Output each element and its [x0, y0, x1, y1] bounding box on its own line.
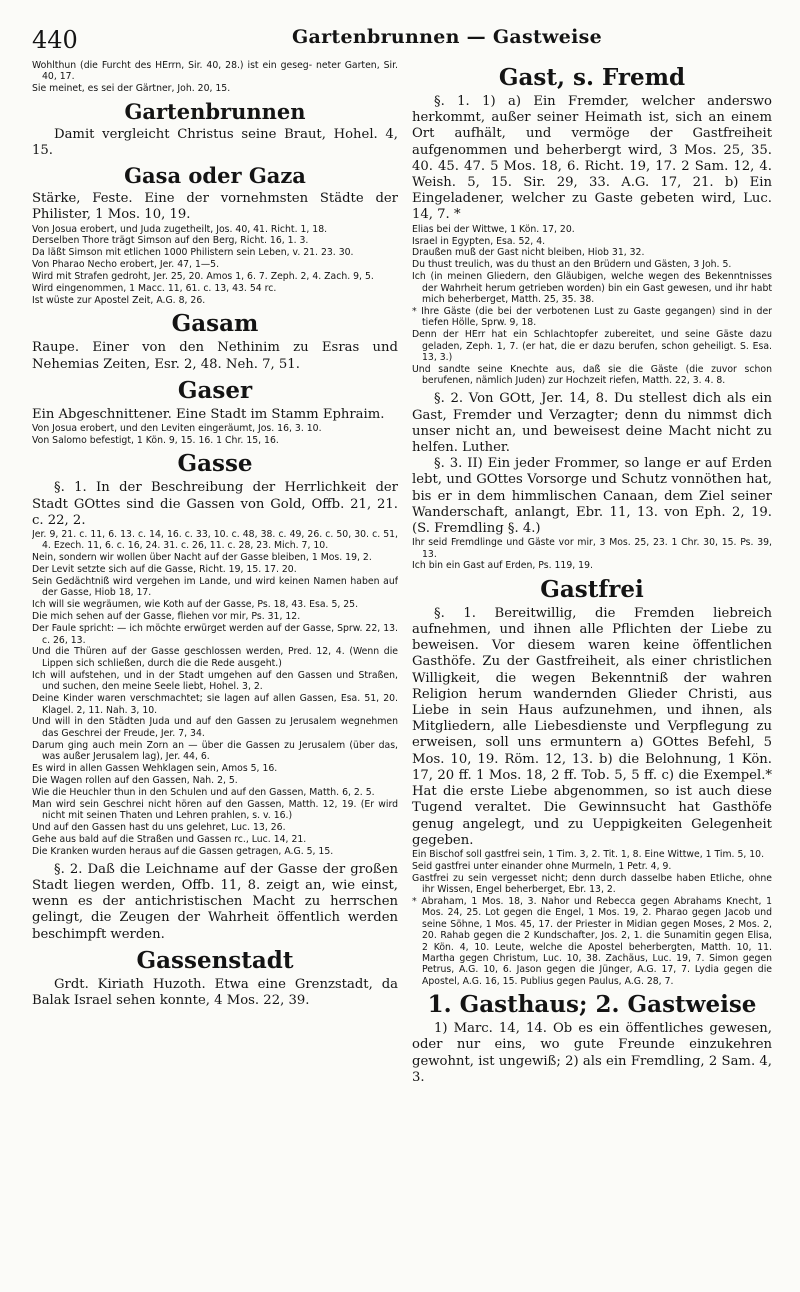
entry-text-gasam: Raupe. Einer von den Nethinim zu Esras und Nehemias Zeiten, Esr. 2, 48. Neh. 7, 51.	[32, 340, 398, 372]
citation-line: Darum ging auch mein Zorn an — über die Gassen zu Jerusalem (über das, was außer Jerusalem lag), Jer. 44, 6.	[32, 739, 398, 763]
citation-line: Ich will aufstehen, und in der Stadt umgehen auf den Gassen und Straßen, und suchen, den meine Seele liebt, Hohel. 3, 2.	[32, 669, 398, 693]
entry-heading-gasa: Gasa oder Gaza	[124, 163, 306, 189]
citation-line: Man wird sein Geschrei nicht hören auf den Gassen, Matth. 12, 19. (Er wird nicht mit seinen Thaten und Lehren prahlen, s. v. 16.)	[32, 798, 398, 822]
entry-heading-gassenstadt: Gassenstadt	[136, 946, 294, 974]
citation-line: Von Josua erobert, und den Leviten eingeräumt, Jos. 16, 3. 10.	[32, 422, 322, 434]
citation-line: Da läßt Simson mit etlichen 1000 Philistern sein Leben, v. 21. 23. 30.	[32, 247, 354, 259]
entry-heading-gasam: Gasam	[171, 310, 259, 338]
citation-line: Jer. 9, 21. c. 11, 6. 13. c. 14, 16. c. 33, 10. c. 48, 38. c. 49, 26. c. 50, 30. c. 51, 4. Ezech. 11, 6. c. 16, 24. 31. c. 26, 11. c. 28, 23. Mich. 7, 10.	[32, 528, 398, 552]
citation-line: Der Faule spricht: — ich möchte erwürget werden auf der Gasse, Sprw. 22, 13. c. 26, 13.	[32, 623, 398, 646]
citation-line: Gastfrei zu sein vergesset nicht; denn durch dasselbe haben Etliche, ohne ihr Wissen, Engel beherberget, Ebr. 13, 2.	[412, 872, 772, 896]
left-column	[32, 60, 398, 1086]
citation-line: Und sandte seine Knechte aus, daß sie die Gäste (die zuvor schon berufenen, nämlich Juden) zur Hochzeit riefen, Matth. 22, 3. 4. 8.	[412, 364, 772, 387]
entry-heading-gaser: Gaser	[177, 376, 253, 404]
citation-line: Der Levit setzte sich auf die Gasse, Richt. 19, 15. 17. 20.	[32, 564, 297, 576]
citation-line: Von Josua erobert, und Juda zugetheilt, Jos. 40, 41. Richt. 1, 18.	[32, 223, 328, 235]
citation-line: Gehe aus bald auf die Straßen und Gassen rc., Luc. 14, 21.	[32, 833, 307, 845]
entry-heading-gastfrei: Gastfrei	[540, 575, 644, 603]
entry-text-gasa: Stärke, Feste. Eine der vornehmsten Städte der Philister, 1 Mos. 10, 19.	[32, 191, 398, 223]
citation-line: Derselben Thore trägt Simson auf den Berg, Richt. 16, 1. 3.	[32, 235, 309, 247]
citation-line: Ich bin ein Gast auf Erden, Ps. 119, 19.	[412, 560, 593, 572]
citation-line: Denn der HErr hat ein Schlachtopfer zubereitet, und seine Gäste dazu geladen, Zeph. 1, 7. (er hat, die er dazu berufen, schon geheiligt. S. Esa. 13, 3.)	[412, 329, 772, 364]
two-column-body	[32, 60, 772, 1086]
citation-line: Draußen muß der Gast nicht bleiben, Hiob 31, 32.	[412, 247, 645, 259]
citation-line: Ist wüste zur Apostel Zeit, A.G. 8, 26.	[32, 294, 206, 306]
citation-line: Wie die Heuchler thun in den Schulen und auf den Gassen, Matth. 6, 2. 5.	[32, 786, 375, 798]
entry-text-gasthaus: 1) Marc. 14, 14. Ob es ein öffentliches gewesen, oder nur eins, wo gute Freunde einzukehren gewohnt, ist ungewiß; 2) als ein Fremdling, 2 Sam. 4, 3.	[412, 1021, 772, 1085]
citation-line: Von Pharao Necho erobert, Jer. 47, 1—5.	[32, 259, 220, 271]
entry-heading-gast: Gast, s. Fremd	[498, 64, 686, 91]
citation-line: Wohlthun (die Furcht des HErrn, Sir. 40, 28.) ist ein geseg- neter Garten, Sir. 40, 17.	[32, 60, 398, 83]
citation-line: Es wird in allen Gassen Wehklagen sein, Amos 5, 16.	[32, 763, 278, 775]
entry-text-gasse-1: §. 1. In der Beschreibung der Herrlichkeit der Stadt GOttes sind die Gassen von Gold, Offb. 21, 21. c. 22, 2.	[32, 480, 398, 528]
citation-line: Und will in den Städten Juda und auf den Gassen zu Jerusalem wegnehmen das Geschrei der Freude, Jer. 7, 34.	[32, 716, 398, 739]
citation-line: Die mich sehen auf der Gasse, fliehen vor mir, Ps. 31, 12.	[32, 611, 301, 623]
page-header	[32, 26, 772, 60]
citation-line: Israel in Egypten, Esa. 52, 4.	[412, 235, 546, 247]
right-column	[412, 60, 772, 1086]
citation-line: Deine Kinder waren verschmachtet; sie lagen auf allen Gassen, Esa. 51, 20. Klagel. 2, 11. Nah. 3, 10.	[32, 693, 398, 716]
citation-line: Ich will sie wegräumen, wie Koth auf der Gasse, Ps. 18, 43. Esa. 5, 25.	[32, 599, 359, 611]
citation-line: Seid gastfrei unter einander ohne Murmeln, 1 Petr. 4, 9.	[412, 860, 672, 872]
citation-line: * Abraham, 1 Mos. 18, 3. Nahor und Rebecca gegen Abrahams Knecht, 1 Mos. 24, 25. Lot gegen die Engel, 1 Mos. 19, 2. Pharao gegen Jacob und seine Söhne, 1 Mos. 45, 17. der Priester in Midian gegen Moses, 2 Mos. 2, 20. Rahab gegen die 2 Kundschafter, Jos. 2, 1. die Sunamitin gegen Elisa, 2 Kön. 4, 10. Leute, welche die Apostel beherbergten, Matth. 10, 11. Martha gegen Christum, Luc. 10, 38. Zachäus, Luc. 19, 7. Simon gegen Petrus, A.G. 10, 6. Jason gegen die Jünger, A.G. 17, 7. Lydia gegen die Apostel, A.G. 16, 15. Publius gegen Paulus, A.G. 28, 7.	[412, 896, 772, 987]
citation-line: Ihr seid Fremdlinge und Gäste vor mir, 3 Mos. 25, 23. 1 Chr. 30, 15. Ps. 39, 13.	[412, 537, 772, 560]
entry-text-gast-2: §. 2. Von GOtt, Jer. 14, 8. Du stellest dich als ein Gast, Fremder und Verzagter; denn du nimmst dich unser nicht an, und beweisest deine Macht nicht zu helfen. Luther.	[412, 391, 772, 455]
entry-text-gartenbrunnen: Damit vergleicht Christus seine Braut, Hohel. 4, 15.	[32, 126, 398, 158]
citation-line: Und auf den Gassen hast du uns gelehret, Luc. 13, 26.	[32, 822, 286, 834]
entry-heading-gasthaus: 1. Gasthaus; 2. Gastweise	[427, 991, 757, 1019]
citation-line: Nein, sondern wir wollen über Nacht auf der Gasse bleiben, 1 Mos. 19, 2.	[32, 552, 372, 564]
entry-heading-gartenbrunnen: Gartenbrunnen	[124, 98, 306, 124]
entry-heading-gasse: Gasse	[177, 450, 253, 478]
citation-line: Wird mit Strafen gedroht, Jer. 25, 20. Amos 1, 6. 7. Zeph. 2, 4. Zach. 9, 5.	[32, 271, 374, 283]
entry-text-gast-3: §. 3. II) Ein jeder Frommer, so lange er auf Erden lebt, und GOttes Vorsorge und Schutz vonnöthen hat, bis er in dem himmlischen Canaan, dem Ziel seiner Wanderschaft, anlangt, Ebr. 11, 13. von Eph. 2, 19. (S. Fremdling §. 4.)	[412, 456, 772, 536]
citation-line: Ein Bischof soll gastfrei sein, 1 Tim. 3, 2. Tit. 1, 8. Eine Wittwe, 1 Tim. 5, 10.	[412, 848, 765, 860]
citation-line: Sie meinet, es sei der Gärtner, Joh. 20, 15.	[32, 83, 231, 95]
entry-text-gastfrei: §. 1. Bereitwillig, die Fremden liebreich aufnehmen, und ihnen alle Pflichten der Liebe zu beweisen. Vor diesem waren keine öffentlichen Gasthöfe. Zu der Gastfreiheit, als einer christlichen Willigkeit, die wegen Bekenntniß der wahren Religion herum wandernden Glieder Christi, aus Liebe in sein Haus aufzunehmen, und ihnen, als Mitgliedern, alle Liebesdienste und Verpflegung zu erweisen, soll uns ermuntern a) GOttes Befehl, 5 Mos. 10, 19. Röm. 12, 13. b) die Belohnung, 1 Kön. 17, 20 ff. 1 Mos. 18, 2 ff. Tob. 5, 5 ff. c) die Exempel.* Hat die erste Liebe abgenommen, so ist auch diese Tugend veraltet. Die Gewinnsucht hat Gasthöfe genug angelegt, und zu Ueppigkeiten Gelegenheit gegeben.	[412, 605, 772, 848]
entry-text-gasse-2: §. 2. Daß die Leichname auf der Gasse der großen Stadt liegen werden, Offb. 11, 8. zeigt an, wie einst, wenn es der antichristischen Macht zu herrschen gelingt, die Zeugen der Wahrheit öffentlich werden beschimpft werden.	[32, 861, 398, 942]
entry-text-gassenstadt: Grdt. Kiriath Huzoth. Etwa eine Grenzstadt, da Balak Israel sehen konnte, 4 Mos. 22, 39.	[32, 976, 398, 1008]
citation-line: Die Wagen rollen auf den Gassen, Nah. 2, 5.	[32, 774, 238, 786]
citation-line: Die Kranken wurden heraus auf die Gassen getragen, A.G. 5, 15.	[32, 845, 334, 857]
citation-line: Sein Gedächtniß wird vergehen im Lande, und wird keinen Namen haben auf der Gasse, Hiob 18, 17.	[32, 576, 398, 599]
citation-line: Und die Thüren auf der Gasse geschlossen werden, Pred. 12, 4. (Wenn die Lippen sich schließen, durch die die Rede ausgeht.)	[32, 646, 398, 669]
citation-line: * Ihre Gäste (die bei der verbotenen Lust zu Gaste gegangen) sind in der tiefen Hölle, Sprw. 9, 18.	[412, 305, 772, 329]
citation-line: Du thust treulich, was du thust an den Brüdern und Gästen, 3 Joh. 5.	[412, 259, 732, 271]
citation-line: Wird eingenommen, 1 Macc. 11, 61. c. 13, 43. 54 rc.	[32, 283, 277, 295]
entry-text-gaser: Ein Abgeschnittener. Eine Stadt im Stamm Ephraim.	[32, 406, 385, 422]
citation-line: Elias bei der Wittwe, 1 Kön. 17, 20.	[412, 223, 575, 235]
citation-line: Ich (in meinen Gliedern, den Gläubigen, welche wegen des Bekenntnisses der Wahrheit herum getrieben worden) bin ein Gast gewesen, und ihr habt mich beherberget, Matth. 25, 35. 38.	[412, 271, 772, 306]
page-number: 440	[32, 26, 78, 54]
running-title: Gartenbrunnen — Gastweise	[291, 26, 603, 48]
citation-line: Von Salomo befestigt, 1 Kön. 9, 15. 16. 1 Chr. 15, 16.	[32, 434, 279, 446]
entry-text-gast-1: §. 1. 1) a) Ein Fremder, welcher anderswo herkommt, außer seiner Heimath ist, sich an einem Ort aufhält, und vermöge der Gastfreiheit aufgenommen und beherbergt wird, 3 Mos. 25, 35. 40. 45. 47. 5 Mos. 18, 6. Richt. 19, 17. 2 Sam. 12, 4. Weish. 5, 15. Sir. 29, 33. A.G. 17, 21. b) Ein Eingeladener, welcher zu Gaste gebeten wird, Luc. 14, 7. *	[412, 94, 772, 223]
